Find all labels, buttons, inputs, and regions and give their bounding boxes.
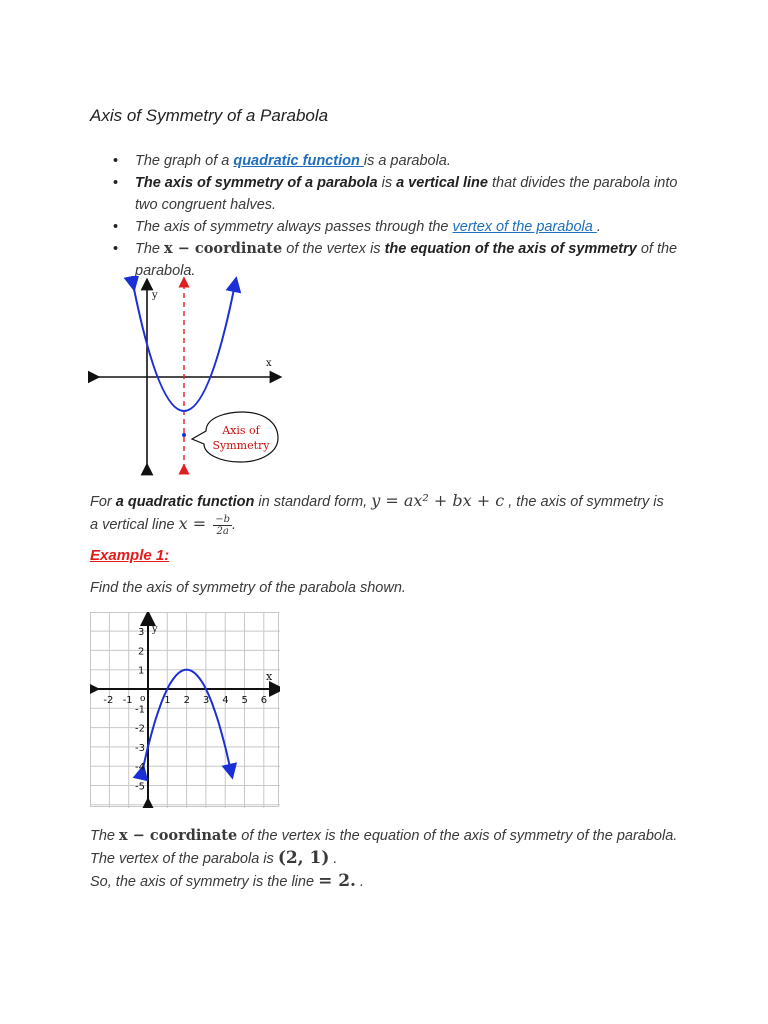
bullet-3-tail: .: [596, 219, 601, 235]
x-tick-label: 5: [241, 695, 248, 706]
c3-math: = 2.: [318, 871, 356, 891]
sf-bold: a quadratic function: [115, 494, 255, 510]
callout-bubble: [192, 412, 278, 462]
bullet-4-math: x − coordinate: [164, 240, 283, 257]
callout-line-2: Symmetry: [212, 439, 270, 452]
callout-line-1: Axis of: [222, 424, 260, 437]
bullet-1-tail: is a parabola.: [363, 153, 451, 169]
bullet-3-text: The axis of symmetry always passes through the: [135, 219, 453, 235]
bullet-2-bold-2: a vertical line: [396, 175, 488, 191]
graph2-y-ticks: [135, 627, 145, 792]
bullet-1: [110, 150, 690, 172]
sf-post: , the axis of symmetry is: [504, 494, 664, 510]
graph2-x-label: x: [266, 670, 273, 683]
sf-frac-den: 2a: [216, 525, 229, 537]
c1-pre: The: [90, 828, 120, 844]
sf-line2-pre: a vertical line: [90, 517, 179, 533]
bullet-2: [110, 172, 690, 216]
sf-line2-post: .: [232, 517, 237, 533]
x-axis-label: x: [266, 358, 272, 369]
bullet-4-tail: of the parabola.: [135, 241, 678, 279]
bullet-4-bold: the equation of the axis of symmetry: [384, 241, 637, 257]
bullet-1-text: The graph of a: [135, 153, 234, 169]
c2-post: .: [329, 851, 338, 867]
y-tick-label: -5: [135, 781, 145, 793]
y-tick-label: 1: [138, 665, 145, 677]
x-tick-label: -2: [103, 695, 114, 706]
sf-equation: y = ax² + bx + c: [371, 491, 505, 510]
y-tick-label: -4: [135, 762, 145, 774]
sf-line2-math: x =: [178, 514, 212, 533]
c1-math: x − coordinate: [119, 827, 238, 844]
bullet-2-bold-1: The axis of symmetry of a parabola: [135, 175, 378, 191]
c2-math: (2, 1): [277, 848, 330, 868]
parabola-figure: [88, 276, 288, 476]
x-tick-label: -1: [122, 695, 133, 706]
example-heading: Example 1:: [90, 547, 170, 564]
graph-grid: [90, 612, 280, 808]
graph2-x-ticks: [103, 695, 267, 706]
bullet-2-mid: is: [377, 175, 397, 191]
c2-pre: The vertex of the parabola is: [90, 851, 278, 867]
definition-list: [110, 150, 690, 282]
graph2-origin: o: [140, 694, 146, 704]
y-axis-label: y: [152, 290, 158, 301]
vertex-link[interactable]: vertex of the parabola: [452, 219, 597, 235]
y-tick-label: -2: [135, 723, 145, 735]
page-title: Axis of Symmetry of a Parabola: [90, 106, 329, 125]
x-tick-label: 4: [222, 695, 229, 706]
sf-fraction: [213, 514, 232, 537]
y-tick-label: -1: [135, 704, 145, 716]
x-tick-label: 1: [164, 695, 171, 706]
x-tick-label: 2: [183, 695, 190, 706]
example-prompt: Find the axis of symmetry of the parabola shown.: [90, 580, 406, 596]
x-tick-label: 6: [260, 695, 268, 706]
x-tick-label: 3: [202, 695, 210, 706]
example-graph: [90, 612, 280, 808]
sf-frac-num: −b: [215, 513, 231, 525]
bullet-4-text: The: [135, 241, 165, 257]
y-tick-label: 3: [138, 627, 145, 639]
y-tick-label: 2: [138, 646, 145, 658]
c3-pre: So, the axis of symmetry is the line: [90, 874, 319, 890]
c3-post: .: [355, 874, 365, 890]
conclusion-paragraph: [90, 825, 690, 893]
bullet-3: [110, 216, 690, 238]
standard-form-paragraph: [90, 490, 690, 537]
c1-post: of the vertex is the equation of the axis of symmetry of the parabola.: [237, 828, 678, 844]
graph2-y-label: y: [152, 624, 158, 635]
y-tick-label: -3: [135, 742, 145, 754]
sf-mid: in standard form,: [254, 494, 372, 510]
bullet-4-mid: of the vertex is: [282, 241, 385, 257]
sf-pre: For: [90, 494, 116, 510]
bullet-2-tail: that divides the parabola into two congruent halves.: [135, 175, 678, 213]
vertex-point: [182, 433, 186, 437]
quadratic-function-link[interactable]: quadratic function: [233, 153, 364, 169]
